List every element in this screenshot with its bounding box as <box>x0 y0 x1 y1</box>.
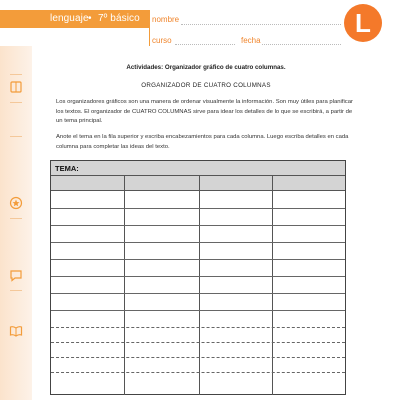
chat-icon <box>9 268 23 282</box>
tema-label: TEMA: <box>55 164 79 173</box>
instructions-paragraph: Anote el tema en la fila superior y escriba encabezamientos para cada columna. Luego escriba detalles en cada columna para completar las ideas del texto. <box>56 134 349 150</box>
course-field-label: curso <box>152 36 172 45</box>
date-field-line[interactable] <box>262 44 341 45</box>
table-row-line <box>51 208 345 209</box>
table-row-line <box>51 259 345 260</box>
table-row-dashed-line <box>51 327 345 328</box>
subject-label: lenguaje <box>50 13 89 24</box>
table-row-dashed-line <box>51 342 345 343</box>
rail-divider <box>10 102 22 103</box>
intro-paragraph: Los organizadores gráficos son una manera de ordenar visualmente la información. Son muy útiles para planificar los textos. El organizador de CUATRO COLUMNAS sirve para idear los detalles de lo que se escribirá, a partir de un tema principal. <box>56 99 353 125</box>
left-rail <box>0 46 32 400</box>
name-field-line[interactable] <box>181 24 341 25</box>
rail-divider <box>10 218 22 219</box>
column-header-row[interactable] <box>51 176 345 191</box>
table-row-dashed-line <box>51 357 345 358</box>
activity-title: Actividades: Organizador gráfico de cuatro columnas. <box>126 64 286 71</box>
header-subject-bar <box>0 10 149 28</box>
rail-divider <box>10 136 22 137</box>
table-row-line <box>51 276 345 277</box>
grade-label: 7º básico <box>98 13 140 24</box>
table-row-dashed-line <box>51 372 345 373</box>
rail-divider <box>10 290 22 291</box>
student-info-fields <box>149 10 344 44</box>
table-row-line <box>51 293 345 294</box>
subject-separator: • <box>88 13 92 24</box>
table-row-line <box>51 310 345 311</box>
name-field-label: nombre <box>152 15 180 24</box>
star-icon <box>9 196 23 210</box>
section-title: ORGANIZADOR DE CUATRO COLUMNAS <box>141 82 271 89</box>
table-row-line <box>51 242 345 243</box>
tema-row[interactable] <box>51 161 345 176</box>
four-column-organizer-table <box>50 160 346 395</box>
rail-divider <box>10 74 22 75</box>
course-field-line[interactable] <box>175 44 235 45</box>
subject-badge: L <box>344 4 382 42</box>
book-icon <box>9 80 23 94</box>
date-field-label: fecha <box>241 36 261 45</box>
table-row-line <box>51 225 345 226</box>
book-open-icon <box>9 324 23 338</box>
